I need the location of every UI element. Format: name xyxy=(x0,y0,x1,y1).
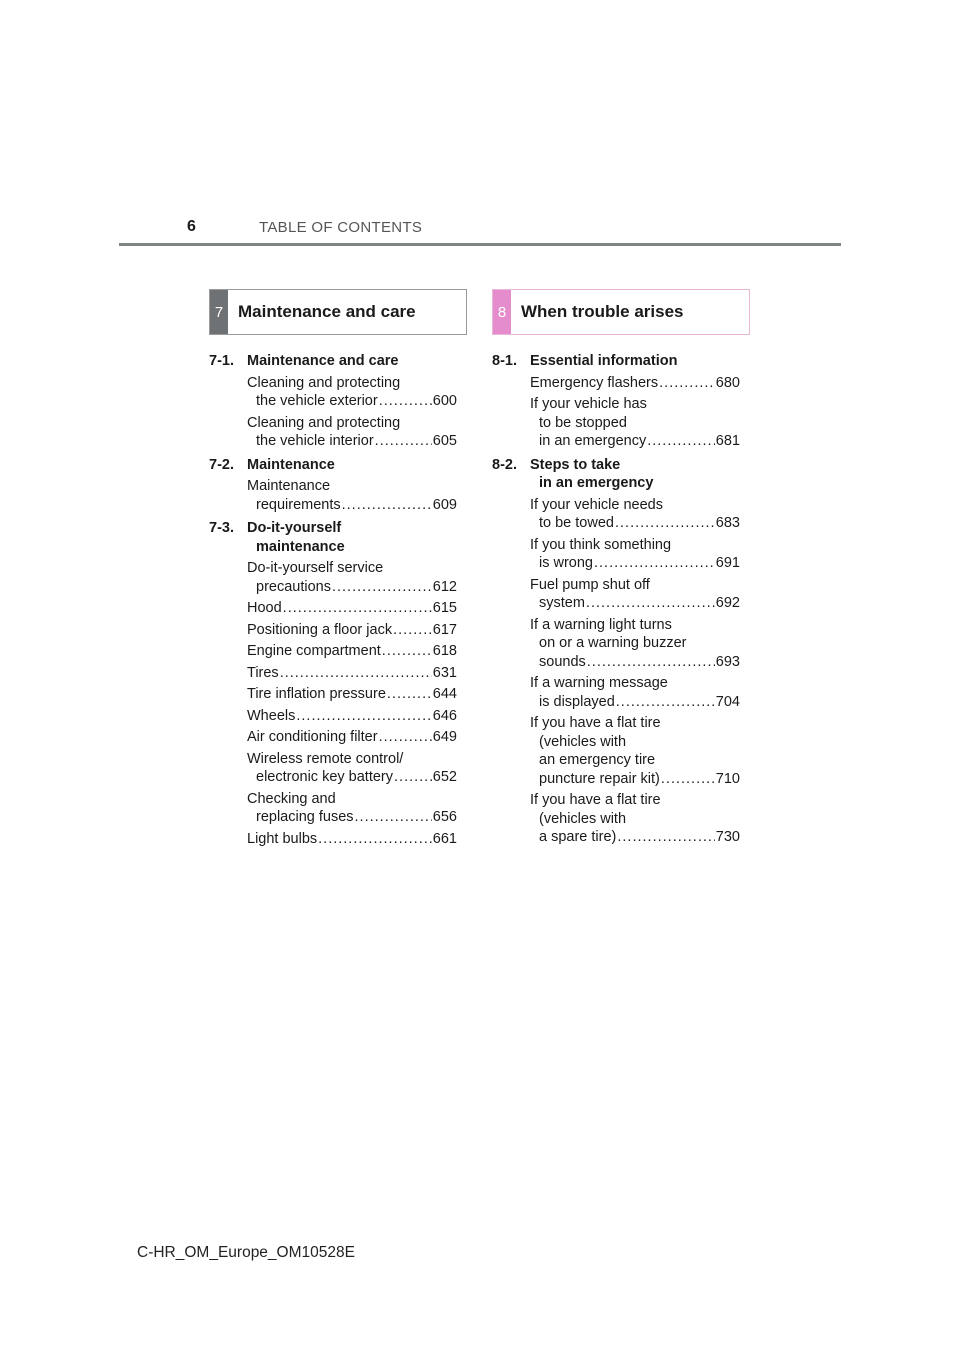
toc-entry[interactable] xyxy=(530,496,740,533)
toc-page-number: 691 xyxy=(715,555,740,571)
toc-entry-last-line xyxy=(530,828,740,847)
toc-group-heading[interactable] xyxy=(209,456,457,475)
toc-page-number: 644 xyxy=(432,686,457,702)
toc-group-heading[interactable] xyxy=(209,519,457,556)
toc-page-number: 617 xyxy=(432,621,457,638)
dot-leader xyxy=(382,642,432,661)
toc-entry[interactable] xyxy=(247,830,457,849)
toc-entry-line: puncture repair kit) xyxy=(539,770,660,787)
toc-entry-last-line xyxy=(530,770,740,789)
toc-entry-line: sounds xyxy=(539,653,586,670)
toc-page-number: 631 xyxy=(432,664,457,681)
section-8-heading[interactable] xyxy=(492,289,750,335)
section-title-8: When trouble arises xyxy=(521,302,684,321)
toc-group xyxy=(492,456,740,847)
dot-leader xyxy=(379,728,432,747)
toc-entry-last-line xyxy=(530,554,740,573)
toc-group-title xyxy=(530,456,740,493)
toc-entry-last-line xyxy=(247,599,457,618)
toc-entry-line: If a warning message xyxy=(530,675,668,691)
toc-entry-last-line xyxy=(247,392,457,411)
toc-page-number: 683 xyxy=(715,515,740,531)
toc-page-number: 710 xyxy=(715,770,740,787)
toc-entry-line: requirements xyxy=(256,496,341,513)
section-tab-7: 7 xyxy=(210,290,228,334)
toc-page-number: 652 xyxy=(432,769,457,785)
toc-entry-last-line xyxy=(247,685,457,704)
dot-leader xyxy=(283,599,432,618)
toc-group xyxy=(209,352,457,451)
toc-entry-line: replacing fuses xyxy=(256,809,354,825)
toc-page-number: 692 xyxy=(715,595,740,611)
header-title: TABLE OF CONTENTS xyxy=(259,219,423,236)
toc-entry-line: Tires xyxy=(247,664,279,681)
dot-leader xyxy=(379,392,432,411)
toc-page-number: 600 xyxy=(432,393,457,409)
toc-entry-line: If you have a flat tire xyxy=(530,792,661,808)
toc-entry-line: Fuel pump shut off xyxy=(530,576,650,593)
toc-entry-line: Cleaning and protecting xyxy=(247,374,401,391)
toc-entry-line: If you think something xyxy=(530,536,672,553)
toc-group-title-line: Maintenance xyxy=(247,456,335,473)
toc-entry-last-line xyxy=(247,768,457,787)
dot-leader xyxy=(318,830,432,849)
dot-leader xyxy=(394,768,432,787)
toc-entry[interactable] xyxy=(247,621,457,640)
toc-group-title xyxy=(247,456,457,475)
toc-entry[interactable] xyxy=(247,707,457,726)
toc-page-number: 693 xyxy=(715,653,740,670)
toc-group-number: 7-3. xyxy=(209,520,234,536)
toc-entry[interactable] xyxy=(247,414,457,451)
toc-entry-line: in an emergency xyxy=(539,433,647,449)
toc-entry[interactable] xyxy=(530,616,740,672)
toc-entry[interactable] xyxy=(247,685,457,704)
toc-page-number: 730 xyxy=(715,829,740,845)
toc-entry-line: Light bulbs xyxy=(247,830,318,847)
toc-entry-line: system xyxy=(539,595,585,611)
toc-entry-line: to be stopped xyxy=(539,414,627,431)
toc-page-number: 661 xyxy=(432,830,457,847)
toc-entry-last-line xyxy=(530,514,740,533)
toc-group-number: 8-1. xyxy=(492,353,517,369)
dot-leader xyxy=(387,685,432,704)
toc-entry-line: Wheels xyxy=(247,707,296,724)
toc-page-number: 680 xyxy=(715,374,740,391)
toc-group-title-line: Maintenance and care xyxy=(247,353,399,369)
header-rule xyxy=(119,243,841,246)
toc-page-number: 612 xyxy=(432,578,457,595)
dot-leader xyxy=(647,432,715,451)
toc-entry-last-line xyxy=(247,432,457,451)
toc-entry-line: Hood xyxy=(247,600,282,616)
toc-entry-last-line xyxy=(530,693,740,712)
section-title-7: Maintenance and care xyxy=(238,302,416,321)
toc-entry-last-line xyxy=(530,374,740,393)
toc-entry-line: Positioning a floor jack xyxy=(247,621,393,638)
toc-entry-last-line xyxy=(247,830,457,849)
toc-entry[interactable] xyxy=(530,576,740,613)
toc-group-title-line: Essential information xyxy=(530,353,678,369)
toc-column-7 xyxy=(209,352,457,853)
toc-page-number: 646 xyxy=(432,707,457,724)
toc-page-number: 605 xyxy=(432,433,457,449)
toc-page-number: 704 xyxy=(715,693,740,710)
dot-leader xyxy=(616,693,715,712)
dot-leader xyxy=(355,808,432,827)
toc-entry-line: Engine compartment xyxy=(247,643,381,659)
toc-group xyxy=(492,352,740,451)
toc-entry-line: (vehicles with xyxy=(539,810,627,827)
toc-group-title xyxy=(530,352,740,371)
toc-entry-line: Do-it-yourself service xyxy=(247,560,384,576)
section-tab-8: 8 xyxy=(493,290,511,334)
toc-entry[interactable] xyxy=(247,750,457,787)
toc-group-title-line: maintenance xyxy=(256,538,345,555)
toc-entry-line: a spare tire) xyxy=(539,829,617,845)
toc-entry[interactable] xyxy=(530,674,740,711)
toc-entry-line: is displayed xyxy=(539,693,615,710)
dot-leader xyxy=(594,554,715,573)
toc-page-number: 656 xyxy=(432,809,457,825)
toc-entry-line: on or a warning buzzer xyxy=(539,635,687,651)
toc-entry-line: Wireless remote control/ xyxy=(247,750,404,767)
toc-entry-line: If your vehicle has xyxy=(530,396,647,412)
toc-group-number: 7-1. xyxy=(209,353,234,369)
toc-entry-line: to be towed xyxy=(539,515,614,531)
dot-leader xyxy=(393,621,432,640)
dot-leader xyxy=(587,653,715,672)
toc-entry-line: Cleaning and protecting xyxy=(247,414,401,431)
dot-leader xyxy=(659,374,715,393)
toc-group-title-line: Steps to take xyxy=(530,456,621,473)
toc-group-heading[interactable] xyxy=(492,352,740,371)
toc-entry-line: precautions xyxy=(256,578,331,595)
toc-group-title xyxy=(247,519,457,556)
toc-entry-last-line xyxy=(530,653,740,672)
toc-entry-line: If your vehicle needs xyxy=(530,496,663,513)
toc-entry-last-line xyxy=(247,642,457,661)
toc-page-number: 618 xyxy=(432,643,457,659)
toc-entry[interactable] xyxy=(530,714,740,788)
toc-entry[interactable] xyxy=(530,374,740,393)
toc-entry-last-line xyxy=(247,578,457,597)
dot-leader xyxy=(586,594,715,613)
toc-entry[interactable] xyxy=(530,536,740,573)
toc-entry-line: the vehicle exterior xyxy=(256,393,378,409)
toc-entry-line: an emergency tire xyxy=(539,752,656,768)
toc-entry-line: Maintenance xyxy=(247,478,331,494)
toc-entry-line: Emergency flashers xyxy=(530,374,659,391)
toc-entry[interactable] xyxy=(247,374,457,411)
toc-entry-last-line xyxy=(530,432,740,451)
toc-group xyxy=(209,456,457,515)
toc-entry-line: (vehicles with xyxy=(539,733,627,750)
toc-entry[interactable] xyxy=(247,790,457,827)
toc-entry-line: Checking and xyxy=(247,790,336,807)
toc-page-number: 609 xyxy=(432,496,457,513)
toc-entry-last-line xyxy=(247,664,457,683)
toc-entry[interactable] xyxy=(247,664,457,683)
dot-leader xyxy=(375,432,432,451)
toc-entry-line: If a warning light turns xyxy=(530,616,672,633)
toc-group-title-line: Do-it-yourself xyxy=(247,520,342,536)
toc-group-number: 8-2. xyxy=(492,456,517,473)
toc-entry-line: If you have a flat tire xyxy=(530,715,661,731)
toc-entry-line: the vehicle interior xyxy=(256,433,374,449)
toc-group-heading[interactable] xyxy=(209,352,457,371)
toc-group-number: 7-2. xyxy=(209,456,234,473)
dot-leader xyxy=(615,514,715,533)
toc-entry[interactable] xyxy=(530,395,740,451)
toc-entry-last-line xyxy=(247,496,457,515)
toc-entry-last-line xyxy=(247,808,457,827)
toc-page-number: 649 xyxy=(432,729,457,745)
toc-entry-line: Tire inflation pressure xyxy=(247,686,386,702)
dot-leader xyxy=(296,707,431,726)
section-7-heading[interactable] xyxy=(209,289,467,335)
toc-entry[interactable] xyxy=(247,642,457,661)
toc-entry[interactable] xyxy=(247,477,457,514)
toc-group-title xyxy=(247,352,457,371)
dot-leader xyxy=(342,496,432,515)
toc-entry-last-line xyxy=(530,594,740,613)
toc-entry-line: electronic key battery xyxy=(256,769,394,785)
page-number: 6 xyxy=(187,218,196,235)
toc-entry[interactable] xyxy=(530,791,740,847)
toc-group-heading[interactable] xyxy=(492,456,740,493)
toc-entry-last-line xyxy=(247,707,457,726)
toc-entry[interactable] xyxy=(247,559,457,596)
toc-entry-line: is wrong xyxy=(539,555,593,571)
toc-entry-last-line xyxy=(247,621,457,640)
dot-leader xyxy=(280,664,432,683)
toc-group-title-line: in an emergency xyxy=(539,475,654,491)
document-code: C-HR_OM_Europe_OM10528E xyxy=(137,1244,355,1261)
toc-page-number: 681 xyxy=(715,433,740,449)
toc-page-number: 615 xyxy=(432,600,457,616)
dot-leader xyxy=(617,828,714,847)
toc-column-8 xyxy=(492,352,740,852)
dot-leader xyxy=(332,578,432,597)
toc-entry-line: Air conditioning filter xyxy=(247,729,378,745)
toc-group xyxy=(209,519,457,848)
toc-entry-last-line xyxy=(247,728,457,747)
toc-entry[interactable] xyxy=(247,599,457,618)
toc-entry[interactable] xyxy=(247,728,457,747)
dot-leader xyxy=(661,770,715,789)
